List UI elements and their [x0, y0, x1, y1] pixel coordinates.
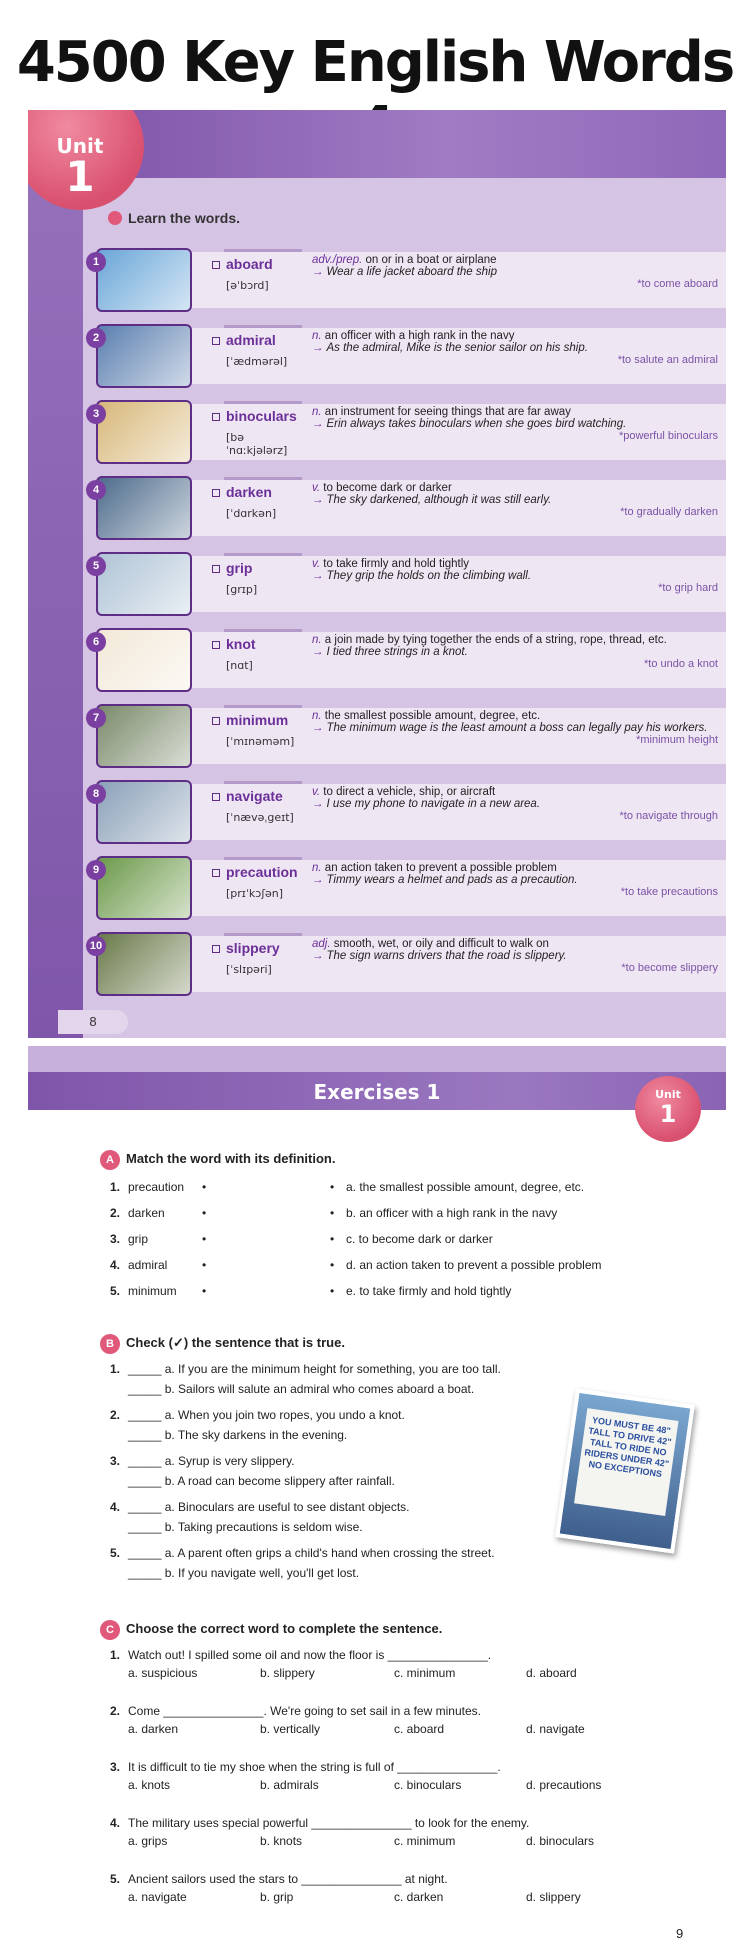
- collocation: *to become slippery: [621, 962, 718, 974]
- answer-option[interactable]: a. darken: [128, 1722, 179, 1736]
- choice-question: [110, 1816, 630, 1850]
- checkbox-icon: [212, 793, 220, 801]
- book-title: 4500 Key English Words: [16, 30, 734, 95]
- word-entry: [86, 400, 726, 462]
- pronunciation: [ˈdɑrkən]: [226, 507, 277, 520]
- divider: [224, 553, 302, 556]
- word-entry: [86, 932, 726, 994]
- item-number: 4.: [110, 1816, 121, 1830]
- checkbox-icon: [212, 641, 220, 649]
- divider: [224, 629, 302, 632]
- example-line: [312, 494, 726, 506]
- pronunciation: [nɑt]: [226, 659, 253, 672]
- answer-option[interactable]: b. vertically: [260, 1722, 321, 1736]
- match-row: [110, 1232, 670, 1248]
- checkbox-icon: [212, 489, 220, 497]
- word-number: 6: [86, 632, 106, 652]
- answer-option[interactable]: c. minimum: [394, 1834, 456, 1848]
- definition: the smallest possible amount, degree, etc.: [324, 710, 541, 722]
- example-line: [312, 798, 726, 810]
- match-word: darken: [128, 1206, 165, 1220]
- item-number: 1.: [110, 1362, 121, 1376]
- item-number: 5.: [110, 1284, 121, 1298]
- word-photo: [96, 932, 192, 996]
- match-word: grip: [128, 1232, 149, 1246]
- sign-text: YOU MUST BE 48" TALL TO DRIVE 42" TALL TO RIDE NO RIDERS UNDER 42" NO EXCEPTIONS: [574, 1408, 678, 1516]
- part-of-speech: adj.: [312, 938, 331, 950]
- checkbox-icon: [212, 261, 220, 269]
- header-strip: [28, 1046, 726, 1072]
- headword: [212, 560, 302, 596]
- arrow-icon: →: [312, 342, 324, 354]
- divider: [224, 401, 302, 404]
- checkbox-icon: [212, 337, 220, 345]
- pronunciation: [bəˈnɑːkjələrz]: [226, 431, 288, 457]
- option-b[interactable]: _____ b. The sky darkens in the evening.: [128, 1428, 348, 1442]
- word-number: 7: [86, 708, 106, 728]
- answer-option[interactable]: a. suspicious: [128, 1666, 198, 1680]
- example: The sign warns drivers that the road is slippery.: [326, 950, 567, 962]
- divider: [224, 933, 302, 936]
- headword: [212, 788, 302, 824]
- pronunciation: [prɪˈkɔʃən]: [226, 887, 284, 900]
- checkbox-icon: [212, 945, 220, 953]
- word-label: knot: [226, 636, 256, 652]
- collocation: *to take precautions: [620, 886, 718, 898]
- word-label: admiral: [226, 332, 276, 348]
- part-of-speech: v.: [312, 786, 321, 798]
- question-stem: The military uses special powerful _______________ to look for the enemy.: [128, 1816, 530, 1830]
- match-definition: c. to become dark or darker: [346, 1232, 493, 1246]
- checkbox-icon: [212, 869, 220, 877]
- divider: [224, 249, 302, 252]
- definition-block: [312, 558, 726, 594]
- headword: [212, 256, 302, 292]
- word-photo: [96, 856, 192, 920]
- check-item: [110, 1454, 550, 1494]
- collocation: *to come aboard: [637, 278, 718, 290]
- match-row: [110, 1206, 670, 1222]
- answer-option[interactable]: b. knots: [260, 1834, 303, 1848]
- word-label: grip: [226, 560, 253, 576]
- word-label: minimum: [226, 712, 289, 728]
- item-number: 1.: [110, 1180, 121, 1194]
- option-a[interactable]: _____ a. Binoculars are useful to see distant objects.: [128, 1500, 410, 1514]
- pronunciation: [ˈædmərəl]: [226, 355, 288, 368]
- exercises-header: [28, 1046, 726, 1110]
- headword: [212, 636, 302, 672]
- word-photo: [96, 628, 192, 692]
- match-word: minimum: [128, 1284, 177, 1298]
- item-number: 1.: [110, 1648, 121, 1662]
- collocation: *powerful binoculars: [618, 430, 718, 442]
- unit-number: 1: [659, 1100, 677, 1128]
- word-number: 2: [86, 328, 106, 348]
- definition: an officer with a high rank in the navy: [324, 330, 515, 342]
- part-of-speech: adv./prep.: [312, 254, 363, 266]
- definition-block: [312, 862, 726, 898]
- section-a-instruction: Match the word with its definition.: [126, 1151, 336, 1166]
- example-line: [312, 342, 726, 354]
- part-of-speech: v.: [312, 482, 321, 494]
- definition-block: [312, 786, 726, 822]
- example-line: [312, 418, 726, 430]
- side-band: [28, 178, 83, 1038]
- section-c-heading: [100, 1620, 442, 1640]
- unit-label: Unit: [56, 134, 104, 158]
- word-label: navigate: [226, 788, 283, 804]
- match-definition: b. an officer with a high rank in the navy: [346, 1206, 558, 1220]
- vocab-page: [28, 110, 726, 1038]
- arrow-icon: →: [312, 798, 324, 810]
- definition-block: [312, 330, 726, 366]
- definition-block: [312, 938, 726, 974]
- example-line: [312, 722, 726, 734]
- example: They grip the holds on the climbing wall.: [326, 570, 532, 582]
- answer-options: [128, 1890, 630, 1906]
- example: Erin always takes binoculars when she goes bird watching.: [326, 418, 627, 430]
- match-dot-right[interactable]: •: [330, 1284, 335, 1298]
- part-of-speech: n.: [312, 862, 322, 874]
- word-entry: [86, 248, 726, 310]
- check-item: [110, 1408, 550, 1448]
- item-number: 3.: [110, 1760, 121, 1774]
- headword: [212, 484, 302, 520]
- arrow-icon: →: [312, 494, 324, 506]
- example: As the admiral, Mike is the senior sailor on his ship.: [326, 342, 588, 354]
- section-c-badge: C: [100, 1620, 120, 1640]
- word-entry: [86, 476, 726, 538]
- question-stem: Ancient sailors used the stars to _______________ at night.: [128, 1872, 448, 1886]
- word-entry: [86, 552, 726, 614]
- match-row: [110, 1180, 670, 1196]
- match-row: [110, 1284, 670, 1300]
- answer-option[interactable]: a. navigate: [128, 1890, 187, 1904]
- word-number: 3: [86, 404, 106, 424]
- answer-option[interactable]: c. aboard: [394, 1722, 445, 1736]
- definition: to become dark or darker: [323, 482, 452, 494]
- pronunciation: [ˈnævəˌgeɪt]: [226, 811, 294, 824]
- answer-options: [128, 1666, 630, 1682]
- section-b-badge: B: [100, 1334, 120, 1354]
- word-photo: [96, 476, 192, 540]
- height-sign-photo: [555, 1388, 695, 1553]
- word-number: 1: [86, 252, 106, 272]
- question-stem: It is difficult to tie my shoe when the string is full of _______________.: [128, 1760, 501, 1774]
- item-number: 5.: [110, 1546, 121, 1560]
- section-b-instruction: Check (✓) the sentence that is true.: [126, 1335, 345, 1350]
- example: I use my phone to navigate in a new area.: [326, 798, 541, 810]
- answer-option[interactable]: d. slippery: [526, 1890, 581, 1904]
- headword: [212, 940, 302, 976]
- answer-options: [128, 1778, 630, 1794]
- definition: to take firmly and hold tightly: [323, 558, 470, 570]
- definition-block: [312, 710, 726, 746]
- collocation: *to undo a knot: [643, 658, 718, 670]
- collocation: *to salute an admiral: [617, 354, 718, 366]
- match-word: admiral: [128, 1258, 168, 1272]
- example-line: [312, 570, 726, 582]
- match-dot-right[interactable]: •: [330, 1258, 335, 1272]
- arrow-icon: →: [312, 874, 324, 886]
- item-number: 5.: [110, 1872, 121, 1886]
- word-label: precaution: [226, 864, 298, 880]
- pronunciation: [ˈmɪnəməm]: [226, 735, 295, 748]
- definition-block: [312, 406, 726, 442]
- word-photo: [96, 704, 192, 768]
- unit-number: 1: [65, 152, 95, 201]
- word-label: slippery: [226, 940, 280, 956]
- word-entry: [86, 324, 726, 386]
- match-dot-left[interactable]: •: [202, 1232, 207, 1246]
- bullet-icon: [108, 211, 122, 225]
- example: Wear a life jacket aboard the ship: [326, 266, 497, 278]
- definition: an action taken to prevent a possible problem: [324, 862, 557, 874]
- definition: a join made by tying together the ends of a string, rope, thread, etc.: [324, 634, 667, 646]
- part-of-speech: n.: [312, 406, 322, 418]
- collocation: *to navigate through: [619, 810, 718, 822]
- match-row: [110, 1258, 670, 1274]
- answer-option[interactable]: c. darken: [394, 1890, 444, 1904]
- item-number: 2.: [110, 1704, 121, 1718]
- page-number-right: 9: [676, 1926, 684, 1941]
- arrow-icon: →: [312, 570, 324, 582]
- example-line: [312, 266, 726, 278]
- match-dot-right[interactable]: •: [330, 1232, 335, 1246]
- section-b-heading: [100, 1334, 345, 1354]
- word-label: binoculars: [226, 408, 297, 424]
- page-number-left: 8: [58, 1010, 128, 1034]
- word-entry: [86, 628, 726, 690]
- match-definition: d. an action taken to prevent a possible problem: [346, 1258, 602, 1272]
- word-label: aboard: [226, 256, 273, 272]
- answer-option[interactable]: b. grip: [260, 1890, 294, 1904]
- headword: [212, 864, 302, 900]
- item-number: 3.: [110, 1232, 121, 1246]
- word-entry: [86, 780, 726, 842]
- section-c-instruction: Choose the correct word to complete the sentence.: [126, 1621, 443, 1636]
- option-b[interactable]: _____ b. Sailors will salute an admiral who comes aboard a boat.: [128, 1382, 475, 1396]
- word-entry: [86, 704, 726, 766]
- check-item: [110, 1362, 550, 1402]
- pronunciation: [əˈbɔrd]: [226, 279, 269, 292]
- match-dot-left[interactable]: •: [202, 1180, 207, 1194]
- unit-badge: [28, 110, 144, 210]
- definition: smooth, wet, or oily and difficult to walk on: [333, 938, 549, 950]
- divider: [224, 857, 302, 860]
- example: The sky darkened, although it was still early.: [326, 494, 552, 506]
- divider: [224, 325, 302, 328]
- item-number: 3.: [110, 1454, 121, 1468]
- answer-option[interactable]: b. admirals: [260, 1778, 319, 1792]
- arrow-icon: →: [312, 266, 324, 278]
- option-a[interactable]: _____ a. Syrup is very slippery.: [128, 1454, 295, 1468]
- collocation: *to gradually darken: [620, 506, 718, 518]
- part-of-speech: v.: [312, 558, 321, 570]
- arrow-icon: →: [312, 646, 324, 658]
- option-b[interactable]: _____ b. A road can become slippery after rainfall.: [128, 1474, 395, 1488]
- arrow-icon: →: [312, 418, 324, 430]
- answer-option[interactable]: a. knots: [128, 1778, 171, 1792]
- match-dot-right[interactable]: •: [330, 1180, 335, 1194]
- answer-option[interactable]: d. navigate: [526, 1722, 585, 1736]
- option-b[interactable]: _____ b. Taking precautions is seldom wise.: [128, 1520, 363, 1534]
- example-line: [312, 646, 726, 658]
- headword: [212, 408, 302, 457]
- checkbox-icon: [212, 717, 220, 725]
- answer-options: [128, 1722, 630, 1738]
- definition: on or in a boat or airplane: [365, 254, 497, 266]
- check-item: [110, 1500, 550, 1540]
- option-a[interactable]: _____ a. When you join two ropes, you undo a knot.: [128, 1408, 405, 1422]
- divider: [224, 705, 302, 708]
- answer-option[interactable]: c. minimum: [394, 1666, 456, 1680]
- definition-block: [312, 634, 726, 670]
- match-definition: e. to take firmly and hold tightly: [346, 1284, 512, 1298]
- question-stem: Watch out! I spilled some oil and now the floor is _______________.: [128, 1648, 492, 1662]
- arrow-icon: →: [312, 722, 324, 734]
- word-photo: [96, 552, 192, 616]
- word-photo: [96, 248, 192, 312]
- word-label: darken: [226, 484, 272, 500]
- match-dot-left[interactable]: •: [202, 1206, 207, 1220]
- item-number: 2.: [110, 1408, 121, 1422]
- definition-block: [312, 254, 726, 290]
- match-definition: a. the smallest possible amount, degree, etc.: [346, 1180, 585, 1194]
- answer-option[interactable]: d. binoculars: [526, 1834, 595, 1848]
- unit-badge-small: [635, 1076, 701, 1142]
- answer-option[interactable]: a. grips: [128, 1834, 168, 1848]
- checkbox-icon: [212, 413, 220, 421]
- pronunciation: [ˈslɪpəri]: [226, 963, 272, 976]
- match-dot-right[interactable]: •: [330, 1206, 335, 1220]
- answer-option[interactable]: d. precautions: [526, 1778, 602, 1792]
- option-b[interactable]: _____ b. If you navigate well, you'll get lost.: [128, 1566, 360, 1580]
- pronunciation: [grɪp]: [226, 583, 258, 596]
- answer-option[interactable]: b. slippery: [260, 1666, 315, 1680]
- answer-option[interactable]: c. binoculars: [394, 1778, 462, 1792]
- item-number: 4.: [110, 1500, 121, 1514]
- learn-label: Learn the words.: [128, 210, 241, 226]
- example: Timmy wears a helmet and pads as a precaution.: [326, 874, 578, 886]
- choice-question: [110, 1648, 630, 1682]
- word-number: 9: [86, 860, 106, 880]
- word-number: 8: [86, 784, 106, 804]
- part-of-speech: n.: [312, 710, 322, 722]
- item-number: 4.: [110, 1258, 121, 1272]
- definition-block: [312, 482, 726, 518]
- exercises-title: Exercises 1: [313, 1080, 441, 1104]
- unit-label: Unit: [655, 1088, 681, 1101]
- definition: to direct a vehicle, ship, or aircraft: [323, 786, 496, 798]
- divider: [224, 781, 302, 784]
- section-a-badge: A: [100, 1150, 120, 1170]
- learn-heading: [108, 210, 240, 226]
- option-a[interactable]: _____ a. If you are the minimum height for something, you are too tall.: [128, 1362, 501, 1376]
- choice-question: [110, 1704, 630, 1738]
- word-entry: [86, 856, 726, 918]
- word-photo: [96, 400, 192, 464]
- word-number: 4: [86, 480, 106, 500]
- collocation: *to grip hard: [658, 582, 718, 594]
- checkbox-icon: [212, 565, 220, 573]
- word-number: 10: [86, 936, 106, 956]
- example: The minimum wage is the least amount a boss can legally pay his workers.: [326, 722, 708, 734]
- choice-question: [110, 1760, 630, 1794]
- example-line: [312, 950, 726, 962]
- word-photo: [96, 780, 192, 844]
- word-photo: [96, 324, 192, 388]
- part-of-speech: n.: [312, 634, 322, 646]
- match-word: precaution: [128, 1180, 185, 1194]
- answer-option[interactable]: d. aboard: [526, 1666, 577, 1680]
- choice-question: [110, 1872, 630, 1906]
- headword: [212, 712, 302, 748]
- example-line: [312, 874, 726, 886]
- question-stem: Come _______________. We're going to set sail in a few minutes.: [128, 1704, 481, 1718]
- example: I tied three strings in a knot.: [326, 646, 468, 658]
- definition: an instrument for seeing things that are far away: [324, 406, 571, 418]
- part-of-speech: n.: [312, 330, 322, 342]
- option-a[interactable]: _____ a. A parent often grips a child's hand when crossing the street.: [128, 1546, 495, 1560]
- check-item: [110, 1546, 550, 1586]
- match-dot-left[interactable]: •: [202, 1258, 207, 1272]
- match-dot-left[interactable]: •: [202, 1284, 207, 1298]
- headword: [212, 332, 302, 368]
- answer-options: [128, 1834, 630, 1850]
- arrow-icon: →: [312, 950, 324, 962]
- word-number: 5: [86, 556, 106, 576]
- item-number: 2.: [110, 1206, 121, 1220]
- collocation: *minimum height: [636, 734, 718, 746]
- divider: [224, 477, 302, 480]
- section-a-heading: [100, 1150, 335, 1170]
